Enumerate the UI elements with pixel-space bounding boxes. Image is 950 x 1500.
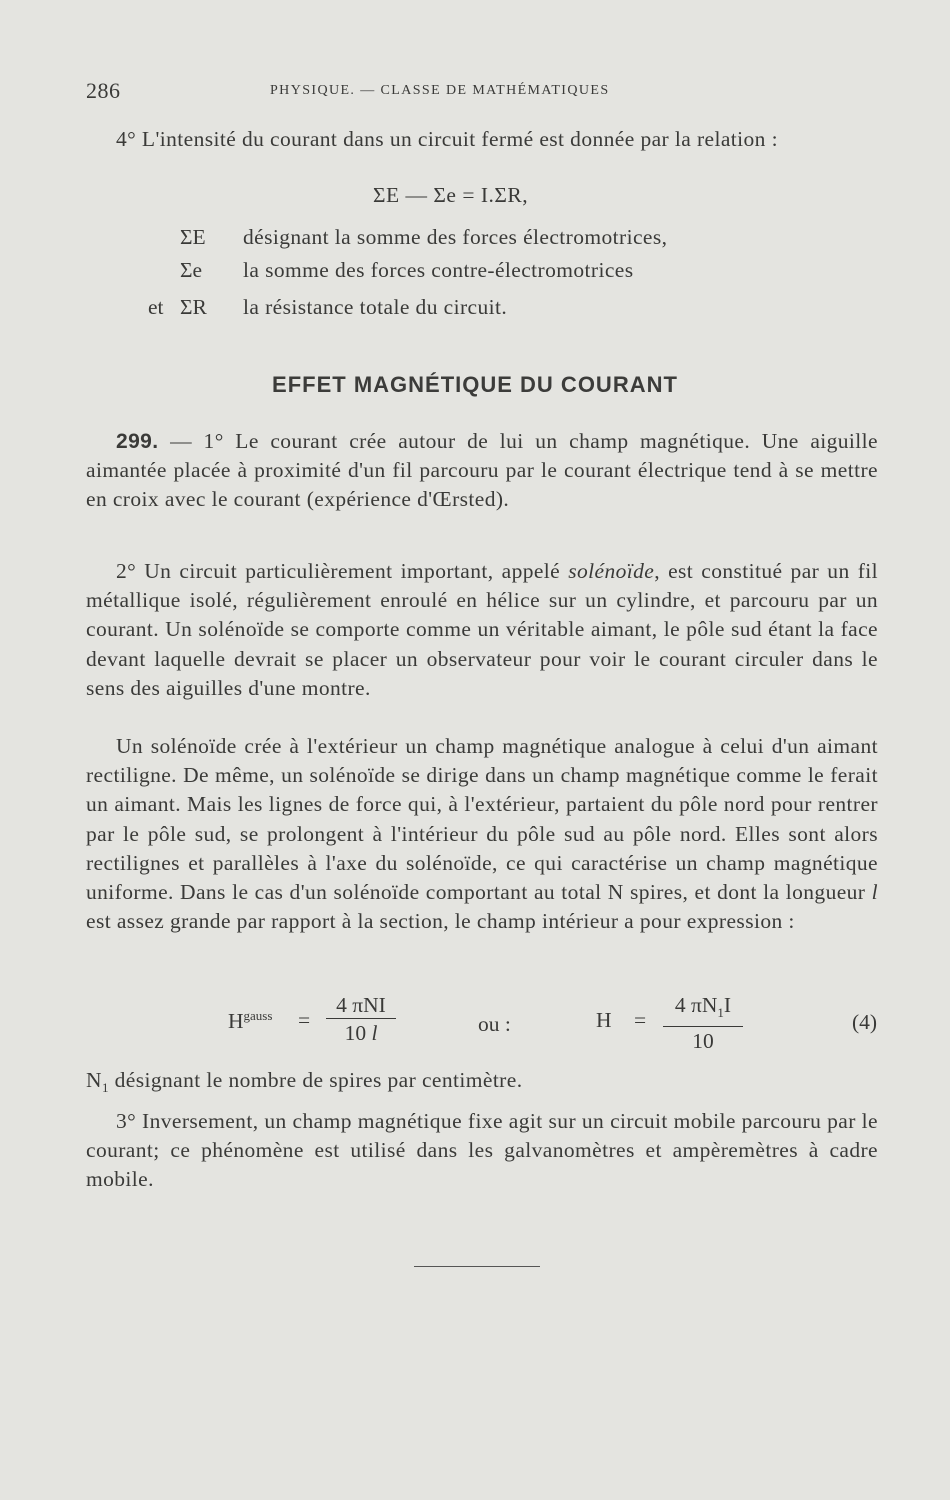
paragraph-text: Un solénoïde crée à l'extérieur un champ magnétique analogue à celui d'un aimant rectiligne. De même, un solénoïde se dirige dans un champ magnétique comme le ferait un aimant. Mais les lignes de force qui, à l'extérieur, partaient du pôle nord pour rentrer par le pôle sud, se prolongent à l'intérieur du pôle sud au pôle nord. Elles sont alors rectilignes et parallèles à l'axe du solénoïde, ce qui caractérise un champ magnétique uniforme. Dans le cas d'un solénoïde comportant au total N spires, et dont la longueur bbox=[86, 734, 878, 905]
paragraph-text: , est constitué par un fil métallique isolé, régulièrement enroulé en hélice sur un cylindre, et parcouru par un courant. Un solénoïde se comporte comme un véritable aimant, le pôle sud étant la face devant laquelle devrait se placer un observateur pour voir le courant circuler dans le sens des aiguilles d'une montre. bbox=[86, 559, 878, 700]
definition-prefix: et bbox=[148, 295, 164, 319]
symbol-n: N bbox=[86, 1068, 102, 1092]
variable-l: l bbox=[871, 880, 878, 905]
numerator-text: 4 πN bbox=[674, 993, 718, 1017]
fraction-denominator bbox=[326, 1019, 396, 1047]
equation-4 bbox=[0, 992, 950, 1052]
equation-equals-2: = bbox=[634, 1008, 647, 1032]
n1-definition bbox=[86, 1066, 878, 1102]
paragraph-text: désignant le nombre de spires par centimètre. bbox=[108, 1068, 523, 1092]
paragraph-text: 2° Un circuit particulièrement important, appelé bbox=[116, 559, 569, 583]
numerator-text: I bbox=[723, 993, 732, 1017]
fraction-2 bbox=[663, 992, 743, 1055]
end-rule bbox=[414, 1266, 540, 1267]
denominator-variable: l bbox=[371, 1021, 378, 1045]
fraction-numerator bbox=[663, 992, 743, 1027]
paragraph-field bbox=[86, 732, 878, 936]
fraction-numerator: 4 πNI bbox=[326, 992, 396, 1019]
equation-lhs-1 bbox=[228, 1008, 272, 1034]
definition-row bbox=[0, 295, 900, 325]
definition-row bbox=[0, 225, 900, 255]
section-number: 299. bbox=[116, 430, 159, 453]
circuit-formula: ΣE — Σe = I.ΣR, bbox=[373, 183, 529, 207]
definition-text: désignant la somme des forces électromotrices, bbox=[243, 225, 668, 249]
fraction-denominator: 10 bbox=[692, 1029, 714, 1053]
section-title: EFFET MAGNÉTIQUE DU COURANT bbox=[272, 372, 678, 397]
numerator-subscript: 1 bbox=[717, 1005, 724, 1020]
intro-paragraph: 4° L'intensité du courant dans un circuit fermé est donnée par la relation : bbox=[116, 127, 778, 151]
definition-row bbox=[0, 258, 900, 288]
definition-text: la somme des forces contre-électromotrices bbox=[243, 258, 634, 282]
definition-text: la résistance totale du circuit. bbox=[243, 295, 508, 319]
page-number: 286 bbox=[86, 78, 121, 103]
paragraph-inverse: 3° Inversement, un champ magnétique fixe agit sur un circuit mobile parcouru par le courant; ce phénomène est utilisé dans les galvanomètres et ampèremètres à cadre mobile. bbox=[86, 1109, 878, 1192]
paragraph-text: — 1° Le courant crée autour de lui un champ magnétique. Une aiguille aimantée placée à proximité d'un fil parcouru par le courant électrique tend à se mettre en croix avec le courant (expérience d'Œrsted). bbox=[86, 429, 878, 512]
equation-lhs-2: H bbox=[596, 1008, 612, 1032]
fraction-1 bbox=[326, 992, 396, 1047]
definition-symbol: ΣE bbox=[180, 225, 206, 249]
equation-equals-1: = bbox=[298, 1008, 311, 1032]
paragraph-text: est assez grande par rapport à la section, le champ intérieur a pour expression : bbox=[86, 909, 795, 934]
term-solenoide: solénoïde bbox=[568, 559, 655, 583]
symbol-subscript: 1 bbox=[101, 1080, 109, 1095]
equation-symbol: H bbox=[228, 1009, 244, 1033]
definition-symbol: ΣR bbox=[180, 295, 207, 319]
definition-symbol: Σe bbox=[180, 258, 203, 282]
page-header bbox=[86, 78, 876, 108]
equation-or: ou : bbox=[478, 1012, 511, 1036]
denominator-text: 10 bbox=[344, 1021, 372, 1045]
equation-superscript: gauss bbox=[243, 1008, 273, 1023]
paragraph-299 bbox=[86, 427, 878, 515]
paragraph-solenoid bbox=[86, 557, 878, 703]
equation-label: (4) bbox=[852, 1010, 878, 1034]
running-title: PHYSIQUE. — CLASSE DE MATHÉMATIQUES bbox=[270, 83, 610, 98]
